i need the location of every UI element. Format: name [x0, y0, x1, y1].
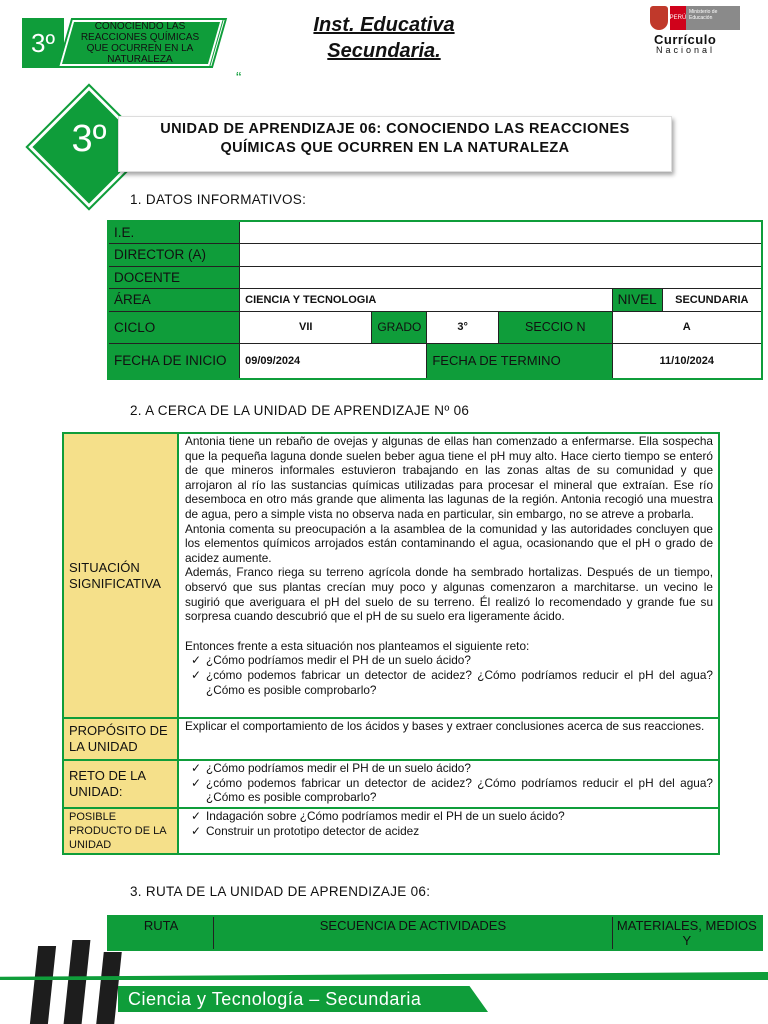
proposito-label: PROPÓSITO DE LA UNIDAD — [63, 718, 178, 760]
quote-mark: “ — [236, 70, 242, 87]
proposito-text: Explicar el comportamiento de los ácidos y bases y extraer conclusiones acerca de sus reacciones. — [178, 718, 719, 760]
footer-bar-1 — [30, 946, 56, 1024]
ciclo-value: VII — [240, 311, 372, 343]
curriculum-logo-line1: Currículo — [654, 32, 717, 47]
school-title-line2: Secundaria. — [327, 40, 441, 62]
producto-text — [178, 808, 719, 854]
docente-label: DOCENTE — [108, 266, 240, 288]
producto-label: POSIBLE PRODUCTO DE LA UNIDAD — [63, 808, 178, 854]
situacion-p4: Entonces frente a esta situación nos planteamos el siguiente reto: — [185, 638, 530, 653]
situacion-p1: Antonia tiene un rebaño de ovejas y algunas de ellas han comenzado a enfermarse. Ella sospecha que la pequeña laguna donde suelen beber agua tiene el pH muy alto. Hace cierto tiempo se enteró de que mineros informales estuvieron trabajando en las zonas altas de su comunidad y que arrojaron al río las sustancias químicas utilizadas para procesar el mineral que extraían. Ese río desemboca en otro más grande que alimenta las lagunas de la región. Antonia recogió una muestra de agua, pero a simple vista no observa nada en particular, sin embargo, no se atreve a probarla. — [185, 434, 713, 521]
area-label: ÁREA — [108, 288, 240, 311]
fecha-termino-value: 11/10/2024 — [612, 343, 762, 379]
unidad-table — [62, 432, 720, 855]
ruta-table — [107, 915, 763, 951]
col-materiales: MATERIALES, MEDIOS Y — [612, 916, 762, 950]
school-title-line1: Inst. Educativa — [313, 14, 455, 36]
ministry-logo — [650, 6, 740, 32]
grado-label: GRADO — [372, 311, 427, 343]
docente-value — [240, 266, 762, 288]
section1-heading: 1. DATOS INFORMATIVOS: — [130, 192, 307, 207]
fecha-termino-label: FECHA DE TERMINO — [427, 343, 612, 379]
col-secuencia: SECUENCIA DE ACTIVIDADES — [214, 916, 613, 950]
reto-question-2: ✓ ¿cómo podemos fabricar un detector de acidez? ¿Cómo podríamos reducir el pH del agua? ¿Cómo es posible comprobarlo? — [191, 776, 713, 805]
producto-item-2: ✓ Construir un prototipo detector de acidez — [191, 824, 713, 839]
reto-label: RETO DE LA UNIDAD: — [63, 760, 178, 808]
grade-badge: 3º — [22, 18, 64, 68]
section3-heading: 3. RUTA DE LA UNIDAD DE APRENDIZAJE 06: — [130, 884, 431, 899]
situacion-question-2: ✓ ¿cómo podemos fabricar un detector de acidez? ¿Cómo podríamos reducir el pH del agua? ¿Cómo es posible comprobarlo? — [191, 668, 713, 697]
school-title — [250, 12, 518, 64]
situacion-p2: Antonia comenta su preocupación a la asamblea de la comunidad y las autoridades concluyen que los elementos químicos arrojados están contaminando el agua, ocasionando que el pH o grado de acidez aumente. — [185, 521, 713, 565]
seccion-value: A — [612, 311, 762, 343]
nivel-value: SECUNDARIA — [662, 288, 762, 311]
situacion-p3: Además, Franco riega su terreno agrícola donde ha sembrado hortalizas. Después de un tiempo, observó que sus plantas crecían muy poco y algunas comenzaron a marchitarse. un vecino le sugirió que averiguara el pH del suelo de su terreno. Él realizó lo recomendado y grande fue su sorpresa cuando descubrió que el pH de su suelo era ligeramente ácido. — [185, 565, 713, 624]
grado-value: 3° — [427, 311, 499, 343]
producto-list — [191, 809, 713, 838]
col-ruta: RUTA — [108, 916, 214, 950]
ie-label: I.E. — [108, 221, 240, 243]
section2-heading: 2. A CERCA DE LA UNIDAD DE APRENDIZAJE Nº 06 — [130, 403, 470, 418]
situacion-label: SITUACIÓN SIGNIFICATIVA — [63, 433, 178, 718]
situacion-text — [178, 433, 719, 718]
curriculum-logo-line2: Nacional — [656, 45, 716, 55]
ciclo-label: CICLO — [108, 311, 240, 343]
logo-peru: PERÚ — [670, 6, 686, 30]
nivel-label: NIVEL — [612, 288, 662, 311]
unit-tag-text: CONOCIENDO LAS REACCIONES QUÍMICAS QUE OCURREN EN LA NATURALEZA — [80, 21, 200, 65]
footer-text: Ciencia y Tecnología – Secundaria — [128, 989, 422, 1009]
situacion-question-1: ✓ ¿Cómo podríamos medir el PH de un suelo ácido? — [191, 653, 713, 668]
director-label: DIRECTOR (A) — [108, 243, 240, 266]
director-value — [240, 243, 762, 266]
situacion-questions — [191, 653, 713, 697]
fecha-inicio-label: FECHA DE INICIO — [108, 343, 240, 379]
reto-text — [178, 760, 719, 808]
producto-item-1: ✓ Indagación sobre ¿Cómo podríamos medir el PH de un suelo ácido? — [191, 809, 713, 824]
ie-value — [240, 221, 762, 243]
unit-title: UNIDAD DE APRENDIZAJE 06: CONOCIENDO LAS REACCIONES QUÍMICAS QUE OCURREN EN LA NATURALEZA — [160, 121, 630, 156]
seccion-label: SECCIO N — [498, 311, 612, 343]
coat-of-arms-icon — [650, 6, 668, 30]
logo-ministry: Ministerio de Educación — [686, 6, 740, 30]
fecha-inicio-value: 09/09/2024 — [240, 343, 427, 379]
datos-informativos-table — [107, 220, 763, 380]
reto-question-1: ✓ ¿Cómo podríamos medir el PH de un suelo ácido? — [191, 761, 713, 776]
grade-diamond-label: 3º — [71, 118, 107, 160]
reto-questions — [191, 761, 713, 805]
footer-bar-2 — [64, 940, 91, 1024]
footer-bar-3 — [96, 952, 122, 1024]
area-value: CIENCIA Y TECNOLOGIA — [240, 288, 612, 311]
